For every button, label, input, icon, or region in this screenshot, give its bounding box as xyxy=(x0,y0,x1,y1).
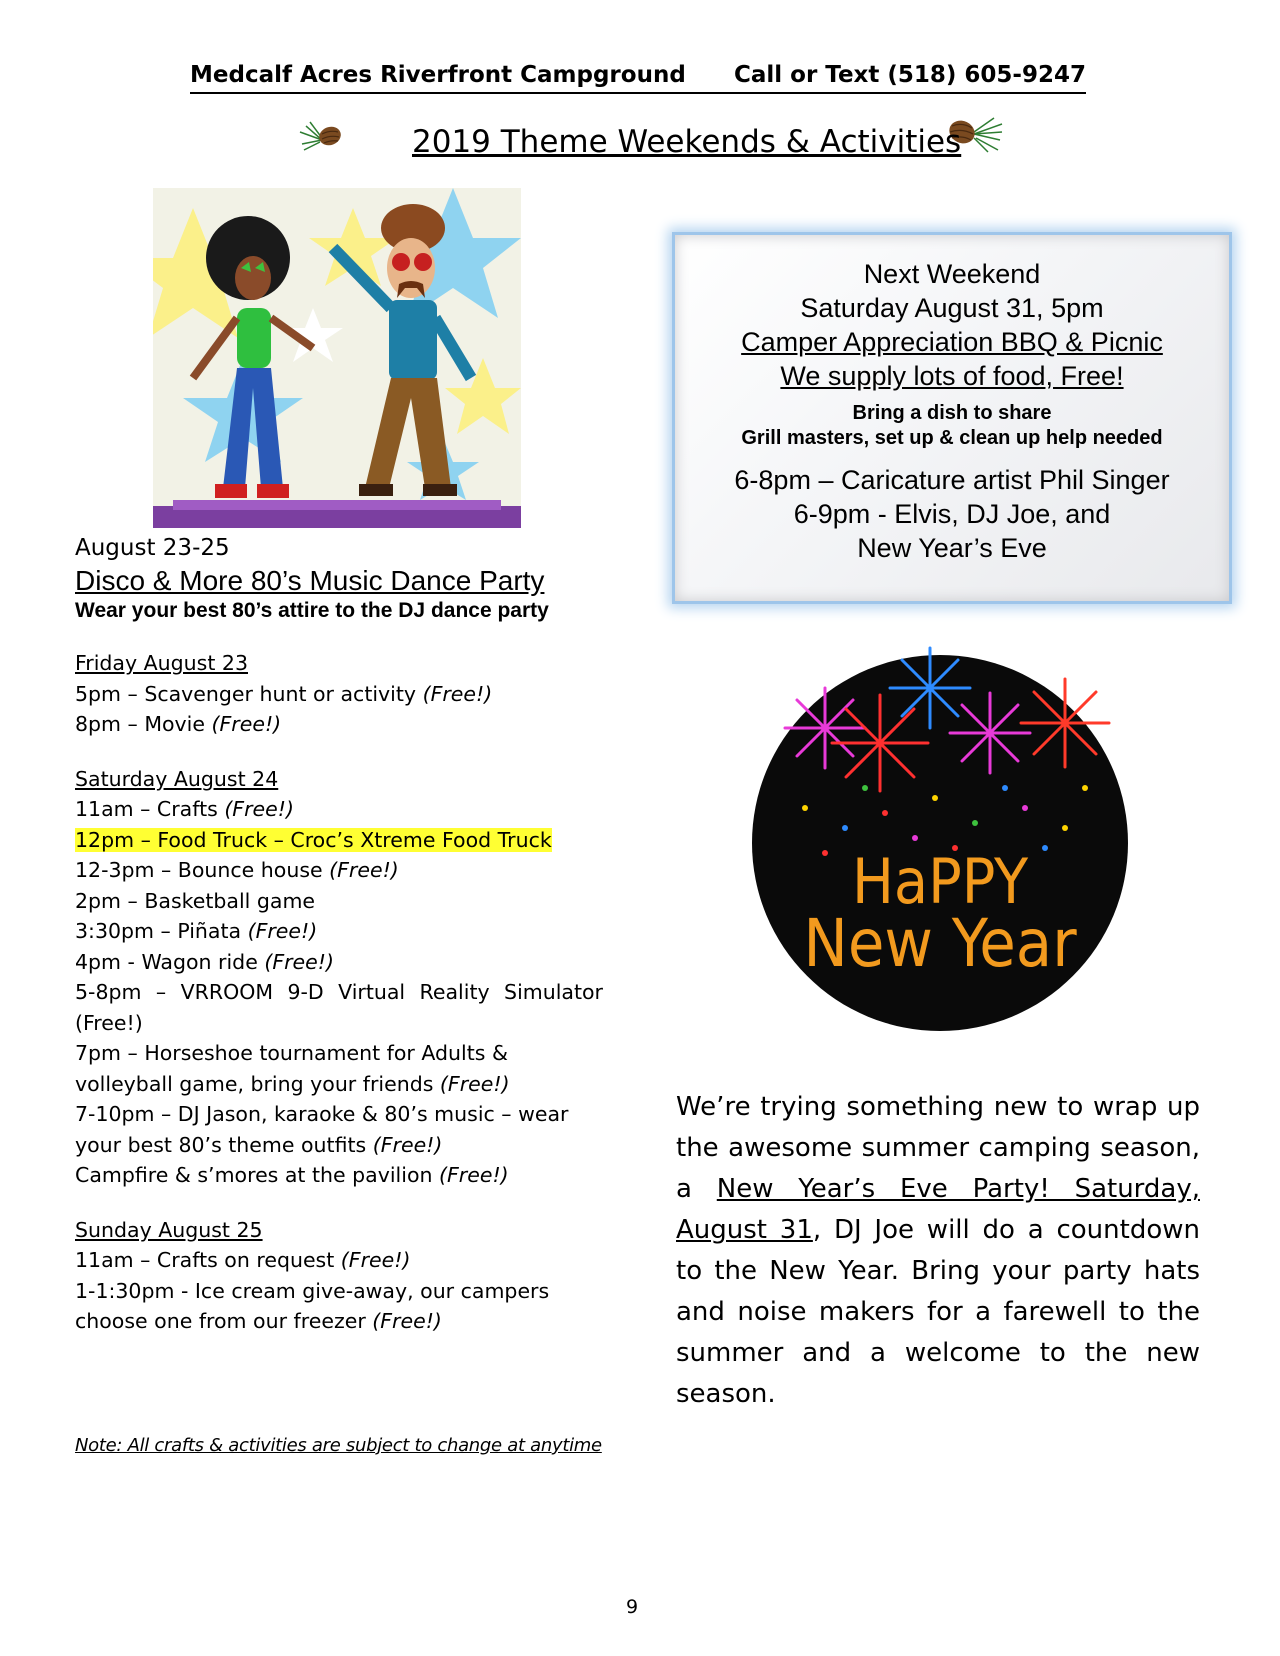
box-food-note: We supply lots of food, Free! xyxy=(780,361,1124,391)
disco-dancers-image xyxy=(153,188,521,528)
box-detail: Grill masters, set up & clean up help needed xyxy=(741,427,1163,449)
schedule-item: 7-10pm – DJ Jason, karaoke & 80’s music – wear your best 80’s theme outfits (Free!) xyxy=(75,1102,569,1157)
sunday-schedule xyxy=(75,1215,603,1337)
day-heading: Saturday August 24 xyxy=(75,766,279,791)
pinecone-icon xyxy=(298,118,346,158)
box-detail: Bring a dish to share xyxy=(852,402,1052,424)
page-header xyxy=(190,62,1086,94)
event-date: August 23-25 xyxy=(75,535,230,561)
phone-number: Call or Text (518) 605-9247 xyxy=(733,62,1086,88)
event-subtitle: Wear your best 80’s attire to the DJ dance party xyxy=(75,599,549,622)
schedule-item: 5pm – Scavenger hunt or activity (Free!) xyxy=(75,681,493,706)
happy-new-year-image xyxy=(735,638,1145,1038)
box-activity: New Year’s Eve xyxy=(857,533,1047,563)
saturday-schedule xyxy=(75,764,603,1191)
day-heading: Sunday August 25 xyxy=(75,1217,263,1242)
disclaimer-note: Note: All crafts & activities are subject to change at anytime xyxy=(75,1435,602,1456)
schedule-item: 3:30pm – Piñata (Free!) xyxy=(75,919,318,943)
schedule-item: Campfire & s’mores at the pavilion (Free!) xyxy=(75,1163,509,1187)
event-title: Disco & More 80’s Music Dance Party xyxy=(75,565,545,596)
schedule-item: 12-3pm – Bounce house (Free!) xyxy=(75,858,399,882)
schedule-item: 11am – Crafts (Free!) xyxy=(75,797,294,821)
schedule-item: 7pm – Horseshoe tournament for Adults & volleyball game, bring your friends (Free!) xyxy=(75,1041,510,1096)
friday-schedule xyxy=(75,648,603,740)
page-number: 9 xyxy=(626,1596,639,1618)
event-schedule xyxy=(75,534,603,1337)
day-heading: Friday August 23 xyxy=(75,651,248,675)
campground-name: Medcalf Acres Riverfront Campground xyxy=(190,62,686,88)
schedule-item: 8pm – Movie (Free!) xyxy=(75,712,282,736)
box-date: Saturday August 31, 5pm xyxy=(800,293,1104,323)
greeting-line-1: HaPPY xyxy=(851,845,1029,918)
box-heading: Next Weekend xyxy=(863,259,1041,289)
schedule-item-highlighted: 12pm – Food Truck – Croc’s Xtreme Food Truck xyxy=(75,827,552,852)
schedule-item: 1-1:30pm - Ice cream give-away, our campers choose one from our freezer (Free!) xyxy=(75,1278,550,1333)
party-link-text: New Year’s Eve Party! Saturday, August 31 xyxy=(676,1174,1200,1245)
box-activity: 6-8pm – Caricature artist Phil Singer xyxy=(734,465,1170,495)
box-activity: 6-9pm - Elvis, DJ Joe, and xyxy=(793,499,1111,529)
schedule-item: 4pm - Wagon ride (Free!) xyxy=(75,949,334,974)
schedule-item: 11am – Crafts on request (Free!) xyxy=(75,1248,411,1272)
box-event-name: Camper Appreciation BBQ & Picnic xyxy=(741,327,1163,357)
page-title: 2019 Theme Weekends & Activities xyxy=(412,124,962,160)
next-weekend-box xyxy=(672,232,1232,604)
greeting-line-2: New Year xyxy=(803,905,1077,982)
schedule-item: 5-8pm – VRROOM 9-D Virtual Reality Simulator (Free!) xyxy=(75,980,603,1035)
new-years-paragraph: We’re trying something new to wrap up the awesome summer camping season, a New Year’s Eve Party! Saturday, August 31, DJ Joe will do a countdown to the New Year. Bring your party hats and noise makers for a farewell to the summer and a welcome to the new season. xyxy=(676,1092,1200,1409)
schedule-item: 2pm – Basketball game xyxy=(75,888,316,913)
